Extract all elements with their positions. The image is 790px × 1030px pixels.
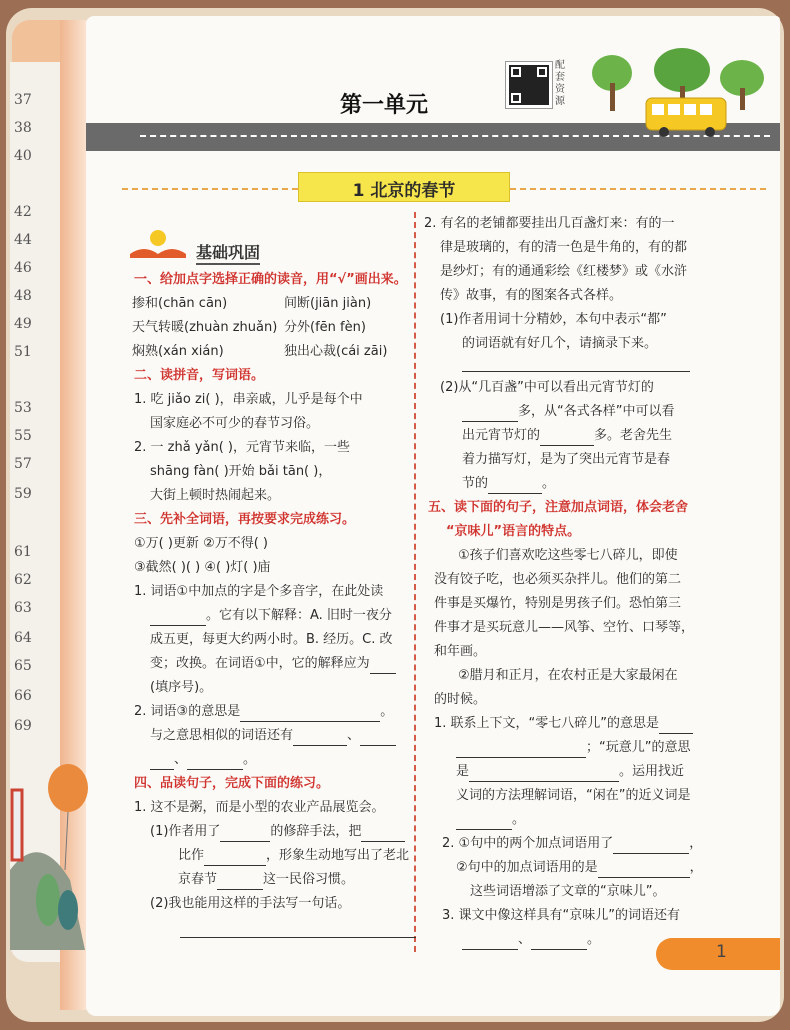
column-divider xyxy=(414,212,416,952)
answer-blank[interactable] xyxy=(217,876,263,890)
q-lantern-line: 的词语就有好几个，请摘录下来。 xyxy=(462,336,658,351)
q3-line: 与之意思相似的词语还有 、 xyxy=(150,726,396,746)
margin-number: 48 xyxy=(14,288,32,304)
q-lantern-answer xyxy=(462,352,690,372)
q-lantern-line: 着力描写灯，是为了突出元宵节是春 xyxy=(462,452,671,467)
answer-blank[interactable] xyxy=(659,720,693,734)
q1-option[interactable]: 天气转暖(zhuàn zhuǎn) xyxy=(132,320,278,335)
q5-passage: 没有饺子吃，也必须买杂拌儿。他们的第二 xyxy=(434,572,682,587)
q1-option[interactable]: 独出心裁(cái zāi) xyxy=(284,344,388,359)
q4-line xyxy=(178,870,354,890)
title-dash-right xyxy=(510,188,766,190)
q3-line: 2. 词语③的意思是 。 xyxy=(134,702,393,722)
q3-line: 1. 词语①中加点的字是个多音字，在此处读 xyxy=(134,584,384,599)
q3-text: 与之意思相似的词语还有 xyxy=(150,728,294,743)
margin-number: 59 xyxy=(14,486,32,502)
q2-title: 二、读拼音，写词语。 xyxy=(134,368,265,383)
answer-blank[interactable] xyxy=(598,864,690,878)
q5-line xyxy=(456,762,684,782)
q4-title: 四、品读句子，完成下面的练习。 xyxy=(134,776,330,791)
answer-blank[interactable] xyxy=(469,768,619,782)
answer-blank[interactable] xyxy=(204,852,266,866)
margin-number: 62 xyxy=(14,572,32,588)
section-heading: 基础巩固 xyxy=(196,240,260,265)
q2-line: shāng fàn( )开始 bǎi tān( )， xyxy=(150,464,332,479)
q2-line: 国家庭必不可少的春节习俗。 xyxy=(150,416,320,431)
margin-number: 55 xyxy=(14,428,32,444)
margin-number: 53 xyxy=(14,400,32,416)
q3-line: ③截然( )( ) ④( )灯( )庙 xyxy=(134,560,271,575)
q2-line: 1. 吃 jiǎo zi( )，串亲戚，儿乎是每个中 xyxy=(134,392,363,407)
margin-number: 65 xyxy=(14,658,32,674)
q5-text: 1. 联系上下文，“零七八碎儿”的意思是 xyxy=(434,716,660,731)
q3-line xyxy=(150,654,396,674)
q5-text: ②句中的加点词语用的是 xyxy=(456,860,598,875)
q-lantern-line xyxy=(462,402,674,422)
answer-blank[interactable] xyxy=(613,840,689,854)
margin-number: 42 xyxy=(14,204,32,220)
q5-line: 。 xyxy=(456,810,525,830)
q4-text: (1)作者用了 xyxy=(150,824,221,839)
page-number: 1 xyxy=(716,942,727,962)
q-lantern-line: 是纱灯；有的通通彩绘《红楼梦》或《水浒 xyxy=(440,264,688,279)
margin-number: 51 xyxy=(14,344,32,360)
q-lantern-text: 多，从“各式各样”中可以看 xyxy=(518,404,675,419)
q3-line: ①万( )更新 ②万不得( ) xyxy=(134,536,268,551)
answer-blank[interactable] xyxy=(370,660,396,674)
q5-title: “京味儿”语言的特点。 xyxy=(446,524,581,539)
q-lantern-line: 律是玻璃的，有的清一色是牛角的，有的都 xyxy=(440,240,688,255)
margin-number: 40 xyxy=(14,148,32,164)
q-lantern-line: 传》故事，有的图案各式各样。 xyxy=(440,288,623,303)
answer-blank[interactable] xyxy=(540,432,594,446)
q5-passage: 和年画。 xyxy=(434,644,487,659)
q5-title: 五、读下面的句子，注意加点词语，体会老舍 xyxy=(428,500,689,515)
q4-answer-line xyxy=(180,918,416,938)
q-lantern-line: 2. 有名的老铺都要挂出几百盏灯来：有的一 xyxy=(424,216,675,231)
q3-line: 、 。 xyxy=(150,750,256,770)
answer-blank[interactable] xyxy=(360,732,396,746)
page-number-tab xyxy=(656,938,780,970)
margin-number: 57 xyxy=(14,456,32,472)
q-lantern-line xyxy=(462,426,672,446)
unit-title: 第一单元 xyxy=(340,93,429,118)
q4-text: 的修辞手法，把 xyxy=(270,824,362,839)
q5-passage: ②腊月和正月，在农村正是大家最闲在 xyxy=(458,668,678,683)
margin-number: 63 xyxy=(14,600,32,616)
margin-number: 69 xyxy=(14,718,32,734)
answer-blank[interactable] xyxy=(456,816,512,830)
lesson-title: 1 北京的春节 xyxy=(352,181,456,201)
q5-line xyxy=(456,738,690,758)
q5-text: 2. ①句中的两个加点词语用了 xyxy=(442,836,614,851)
q-lantern-text: 多。老舍先生 xyxy=(594,428,673,443)
q5-line: 这些词语增添了文章的“京味儿”。 xyxy=(470,884,666,899)
q4-text: ，形象生动地写出了老北 xyxy=(266,848,410,863)
q5-passage: ①孩子们喜欢吃这些零七八碎儿，即使 xyxy=(458,548,678,563)
q4-line xyxy=(178,846,409,866)
answer-blank[interactable] xyxy=(462,408,518,422)
q2-line: 大街上顿时热闹起来。 xyxy=(150,488,281,503)
answer-blank[interactable] xyxy=(462,358,690,372)
margin-number: 66 xyxy=(14,688,32,704)
balloon-plants-illustration xyxy=(10,760,100,950)
margin-number: 61 xyxy=(14,544,32,560)
margin-number: 49 xyxy=(14,316,32,332)
q3-text: 。它有以下解释：A. 旧时一夜分 xyxy=(206,608,392,623)
title-dash-left xyxy=(122,188,298,190)
q5-passage: 件事是买爆竹，特别是男孩子们。恐怕第三 xyxy=(434,596,682,611)
q5-line: 、 。 xyxy=(462,930,600,950)
margin-number: 64 xyxy=(14,630,32,646)
q1-option[interactable]: 掺和(chān cān) xyxy=(132,296,228,311)
q5-line: 3. 课文中像这样具有“京味儿”的词语还有 xyxy=(442,908,681,923)
answer-blank[interactable] xyxy=(488,480,542,494)
answer-blank[interactable] xyxy=(180,924,416,938)
margin-number: 46 xyxy=(14,260,32,276)
q4-line: (2)我也能用这样的手法写一句话。 xyxy=(150,896,351,911)
q5-line xyxy=(434,714,693,734)
qr-caption: 配套资源 xyxy=(555,60,565,107)
q3-text: 2. 词语③的意思是 xyxy=(134,704,241,719)
answer-blank[interactable] xyxy=(531,936,587,950)
q1-title: 一、给加点字选择正确的读音，用“√”画出来。 xyxy=(134,272,407,287)
answer-blank[interactable] xyxy=(150,756,174,770)
q5-line: 义词的方法理解词语，“闲在”的近义词是 xyxy=(456,788,691,803)
q1-option[interactable]: 间断(jiān jiàn) xyxy=(284,296,372,311)
q-lantern-line: 节的 。 xyxy=(462,474,555,494)
q-lantern-line: (2)从“几百盏”中可以看出元宵节灯的 xyxy=(440,380,654,395)
q4-line: 1. 这不是粥，而是小型的农业产品展览会。 xyxy=(134,800,385,815)
q-lantern-line: (1)作者用词十分精妙，本句中表示“都” xyxy=(440,312,667,327)
q1-option[interactable]: 分外(fēn fèn) xyxy=(284,320,366,335)
q1-option[interactable]: 焖熟(xán xián) xyxy=(132,344,224,359)
answer-blank[interactable] xyxy=(220,828,270,842)
q4-line xyxy=(150,822,405,842)
q5-passage: 件事才是买玩意儿——风筝、空竹、口琴等， xyxy=(434,620,695,635)
q3-line: (填序号)。 xyxy=(150,680,213,695)
answer-blank[interactable] xyxy=(293,732,347,746)
margin-number: 38 xyxy=(14,120,32,136)
answer-blank[interactable] xyxy=(240,708,380,722)
q2-line: 2. 一 zhǎ yǎn( )，元宵节来临，一些 xyxy=(134,440,351,455)
q4-text: 比作 xyxy=(178,848,205,863)
q5-text: ；“玩意儿”的意思 xyxy=(586,740,691,755)
answer-blank[interactable] xyxy=(462,936,518,950)
q4-text: 京春节 xyxy=(178,872,218,887)
answer-blank[interactable] xyxy=(361,828,405,842)
q5-text: 是 xyxy=(456,764,470,779)
answer-blank[interactable] xyxy=(187,756,243,770)
q5-passage: 的时候。 xyxy=(434,692,487,707)
q5-text: 。运用找近 xyxy=(619,764,685,779)
answer-blank[interactable] xyxy=(150,612,206,626)
q4-text: 这一民俗习惯。 xyxy=(263,872,355,887)
trees-bus-illustration xyxy=(572,48,772,138)
q3-text: 变；改换。在词语①中，它的解释应为 xyxy=(150,656,370,671)
lightbulb-book-icon xyxy=(128,226,192,260)
q3-line: 成五更，每更大约两小时。B. 经历。C. 改 xyxy=(150,632,393,647)
answer-blank[interactable] xyxy=(456,744,586,758)
q-lantern-text: 节的 xyxy=(462,476,489,491)
q5-line: 2. ①句中的两个加点词语用了 ， xyxy=(442,834,702,854)
margin-number: 37 xyxy=(14,92,32,108)
qr-code[interactable] xyxy=(506,62,552,108)
q3-title: 三、先补全词语，再按要求完成练习。 xyxy=(134,512,356,527)
q3-line xyxy=(150,606,392,626)
q5-line: ②句中的加点词语用的是 ， xyxy=(456,858,703,878)
q-lantern-text: 出元宵节灯的 xyxy=(462,428,541,443)
margin-number: 44 xyxy=(14,232,32,248)
